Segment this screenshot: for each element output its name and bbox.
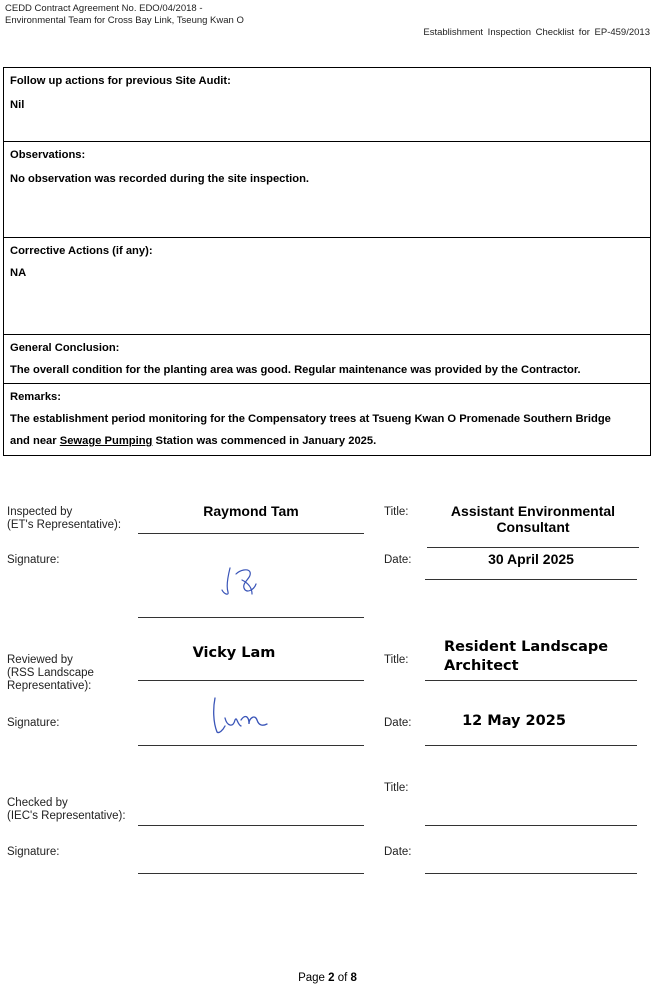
conclusion-section: [4, 334, 650, 383]
inspector-name: Raymond Tam: [203, 503, 299, 519]
followup-text: Nil: [10, 99, 25, 111]
contract-number: CEDD Contract Agreement No. EDO/04/2018 -: [5, 3, 203, 14]
reviewer-title-line2: Architect: [444, 658, 519, 674]
reviewed-label-line3: Representative):: [7, 680, 92, 692]
followup-section: [4, 68, 650, 141]
reviewer-title-value: [444, 638, 644, 676]
observations-section: [4, 141, 650, 237]
reviewed-date-value: 12 May 2025: [462, 713, 566, 729]
checker-signature-line: [138, 873, 364, 874]
remarks-line-2-end: Station was commenced in January 2025.: [152, 435, 377, 447]
page-total: 8: [350, 972, 357, 984]
checker-name-line: [138, 825, 364, 826]
inspector-title-line1: Assistant Environmental: [450, 503, 616, 519]
remarks-line-2: [10, 434, 644, 448]
audit-table: [3, 67, 651, 456]
document-header-left: [5, 3, 244, 27]
checked-by-label: [7, 797, 126, 823]
corrective-text: NA: [10, 267, 27, 279]
remarks-underlined-text: Sewage Pumping: [59, 435, 153, 447]
inspected-by-label: [7, 506, 121, 532]
reviewed-label-line1: Reviewed by: [7, 654, 73, 666]
conclusion-text: The overall condition for the planting area was good. Regular maintenance was provided by the Contractor.: [10, 364, 581, 376]
inspector-title-value: [427, 503, 639, 535]
checked-signature-label: Signature:: [7, 846, 60, 858]
reviewer-name-line: [138, 680, 364, 681]
inspector-name-line: [138, 533, 364, 534]
checker-date-line: [425, 873, 637, 874]
inspected-date-label: Date:: [384, 554, 412, 566]
inspected-date-value: 30 April 2025: [488, 551, 574, 567]
remarks-line-1: The establishment period monitoring for the Compensatory trees at Tsueng Kwan O Promenade Southern Bridge: [10, 413, 611, 425]
inspector-title-line2: Consultant: [496, 519, 570, 535]
inspected-title-label: Title:: [384, 506, 409, 518]
reviewer-signature-line: [138, 745, 364, 746]
inspected-signature-label: Signature:: [7, 554, 60, 566]
corrective-section: [4, 237, 650, 334]
reviewer-signature: [205, 690, 275, 740]
observations-text: No observation was recorded during the site inspection.: [10, 173, 310, 185]
page-current: 2: [328, 972, 335, 984]
reviewed-label-line2: (RSS Landscape: [7, 667, 94, 679]
reviewed-by-label: [7, 654, 94, 693]
observations-label: Observations:: [10, 149, 86, 161]
reviewed-date-label: Date:: [384, 717, 412, 729]
reviewed-signature-label: Signature:: [7, 717, 60, 729]
checked-date-label: Date:: [384, 846, 412, 858]
checked-label-line2: (IEC's Representative):: [7, 810, 126, 822]
remarks-section: [4, 383, 650, 455]
reviewer-title-line: [425, 680, 637, 681]
inspected-label-line2: (ET's Representative):: [7, 519, 122, 531]
page-number: [0, 972, 655, 984]
remarks-label: Remarks:: [10, 391, 61, 403]
checker-title-line: [425, 825, 637, 826]
inspector-title-line: [427, 547, 639, 548]
followup-label: Follow up actions for previous Site Audit:: [10, 75, 231, 87]
contract-title: Environmental Team for Cross Bay Link, Tseung Kwan O: [5, 15, 244, 26]
page-word: Page: [298, 972, 329, 984]
of-word: of: [334, 972, 351, 984]
inspector-signature-line: [138, 617, 364, 618]
inspected-label-line1: Inspected by: [7, 506, 73, 518]
reviewed-title-label: Title:: [384, 654, 409, 666]
reviewed-date-line: [425, 745, 637, 746]
remarks-line-2-start: and near: [10, 435, 60, 447]
checklist-title: Establishment Inspection Checklist for EP-459/2013: [423, 27, 650, 38]
checked-label-line1: Checked by: [7, 797, 68, 809]
corrective-label: Corrective Actions (if any):: [10, 245, 153, 257]
conclusion-label: General Conclusion:: [10, 342, 120, 354]
inspected-date-line: [425, 579, 637, 580]
inspector-signature: [212, 560, 272, 602]
reviewer-title-line1: Resident Landscape: [444, 639, 609, 655]
reviewer-name: Vicky Lam: [192, 645, 276, 661]
checked-title-label: Title:: [384, 782, 409, 794]
